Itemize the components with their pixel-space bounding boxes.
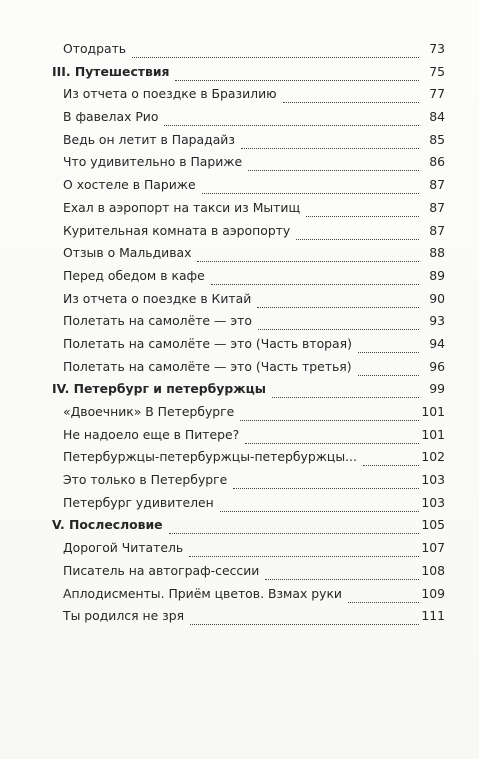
toc-entry-title: Это только в Петербурге — [63, 472, 228, 488]
toc-entry-title: В фавелах Рио — [63, 109, 159, 125]
dot-leader — [189, 550, 419, 557]
toc-entry-title: Ты родился не зря — [63, 608, 185, 624]
toc-page-number: 94 — [429, 335, 445, 351]
dot-leader — [272, 391, 419, 398]
dot-leader — [132, 51, 419, 58]
toc-page-number: 75 — [429, 63, 445, 79]
toc-entry-row — [52, 242, 445, 265]
toc-entry-title: Что удивительно в Париже — [63, 154, 243, 170]
toc-entry-title: Перед обедом в кафе — [63, 267, 205, 283]
toc-entry-row — [52, 197, 445, 220]
toc-page-number: 73 — [429, 41, 445, 56]
dot-leader — [265, 573, 419, 580]
toc-page-number: 111 — [421, 608, 445, 624]
toc-section-row — [52, 61, 445, 84]
toc-entry-title: Из отчета о поездке в Бразилию — [63, 86, 277, 102]
toc-entry-row — [52, 288, 445, 311]
toc-page-number: 96 — [429, 358, 445, 374]
toc-page-number: 102 — [421, 449, 445, 465]
dot-leader — [169, 527, 419, 534]
toc-entry-title: Из отчета о поездке в Китай — [63, 290, 252, 306]
toc-entry-row — [52, 583, 445, 606]
toc-entry-row — [52, 469, 445, 492]
dot-leader — [358, 346, 419, 353]
toc-entry-title: Ведь он летит в Парадайз — [63, 131, 235, 147]
toc-page-number: 87 — [429, 222, 445, 238]
dot-leader — [241, 142, 419, 149]
toc-page-number: 105 — [421, 517, 445, 533]
dot-leader — [245, 437, 419, 444]
toc-entry-title: Ехал в аэропорт на такси из Мытищ — [63, 199, 301, 215]
toc-entry-title: Писатель на автограф-сессии — [63, 562, 260, 578]
toc-page-number: 87 — [429, 199, 445, 215]
toc-entry-title: Дорогой Читатель — [63, 540, 184, 556]
dot-leader — [164, 119, 419, 126]
toc-entry-title: Полетать на самолёте — это — [63, 313, 252, 329]
toc-entry-row — [52, 220, 445, 243]
toc-page-number: 86 — [429, 154, 445, 170]
toc-entry-row — [52, 174, 445, 197]
toc-entry-title: «Двоечник» В Петербурге — [63, 404, 235, 419]
dot-leader — [202, 187, 419, 194]
toc-entry-row — [52, 83, 445, 106]
toc-section-row — [52, 378, 445, 401]
toc-entry-row — [52, 129, 445, 152]
toc-entry-title: Отзыв о Мальдивах — [63, 245, 192, 261]
dot-leader — [258, 323, 419, 330]
toc-entry-row — [52, 151, 445, 174]
toc-entry-row — [52, 560, 445, 583]
table-of-contents — [52, 38, 445, 628]
toc-section-title: III. Путешествия — [52, 63, 170, 79]
toc-entry-title: Отодрать — [63, 41, 127, 56]
toc-page-number: 99 — [429, 381, 445, 397]
toc-page-number: 87 — [429, 177, 445, 193]
toc-entry-title: Полетать на самолёте — это (Часть третья) — [63, 358, 352, 374]
toc-entry-row — [52, 106, 445, 129]
toc-entry-row — [52, 401, 445, 424]
dot-leader — [175, 74, 419, 81]
toc-page-number: 103 — [421, 472, 445, 488]
toc-page-number: 93 — [429, 313, 445, 329]
toc-page-number: 88 — [429, 245, 445, 261]
dot-leader — [257, 301, 419, 308]
toc-page-number: 103 — [421, 494, 445, 510]
toc-page-number: 101 — [421, 426, 445, 442]
dot-leader — [358, 369, 419, 376]
toc-section-title: IV. Петербург и петербуржцы — [52, 381, 266, 397]
toc-entry-title: Не надоело еще в Питере? — [63, 426, 240, 442]
toc-section-row — [52, 514, 445, 537]
dot-leader — [283, 96, 419, 103]
dot-leader — [348, 596, 419, 603]
toc-entry-row — [52, 605, 445, 628]
toc-entry-title: Полетать на самолёте — это (Часть вторая) — [63, 335, 352, 351]
dot-leader — [248, 164, 419, 171]
dot-leader — [233, 482, 419, 489]
dot-leader — [211, 278, 419, 285]
dot-leader — [240, 414, 419, 421]
dot-leader — [220, 505, 419, 512]
toc-page-number: 77 — [429, 86, 445, 102]
dot-leader — [296, 233, 419, 240]
toc-entry-title: Петербург удивителен — [63, 494, 214, 510]
toc-page-number: 89 — [429, 267, 445, 283]
toc-section-title: V. Послесловие — [52, 517, 163, 533]
toc-page-number: 85 — [429, 131, 445, 147]
toc-page-number: 84 — [429, 109, 445, 125]
toc-page-number: 90 — [429, 290, 445, 306]
toc-page-number: 109 — [421, 585, 445, 601]
toc-entry-title: Петербуржцы-петербуржцы-петербуржцы... — [63, 449, 357, 465]
toc-entry-title: Курительная комната в аэропорту — [63, 222, 291, 238]
toc-entry-row — [52, 492, 445, 515]
toc-entry-row — [52, 537, 445, 560]
toc-page-number: 107 — [421, 540, 445, 556]
dot-leader — [197, 255, 419, 262]
dot-leader — [363, 459, 419, 466]
dot-leader — [306, 210, 419, 217]
toc-entry-row — [52, 38, 445, 61]
toc-entry-row — [52, 424, 445, 447]
toc-entry-row — [52, 265, 445, 288]
toc-entry-row — [52, 310, 445, 333]
toc-entry-row — [52, 333, 445, 356]
toc-entry-title: О хостеле в Париже — [63, 177, 196, 193]
dot-leader — [190, 618, 419, 625]
toc-page-number: 101 — [421, 404, 445, 419]
toc-page-number: 108 — [421, 562, 445, 578]
toc-entry-row — [52, 356, 445, 379]
toc-entry-row — [52, 446, 445, 469]
toc-entry-title: Аплодисменты. Приём цветов. Взмах руки — [63, 585, 342, 601]
